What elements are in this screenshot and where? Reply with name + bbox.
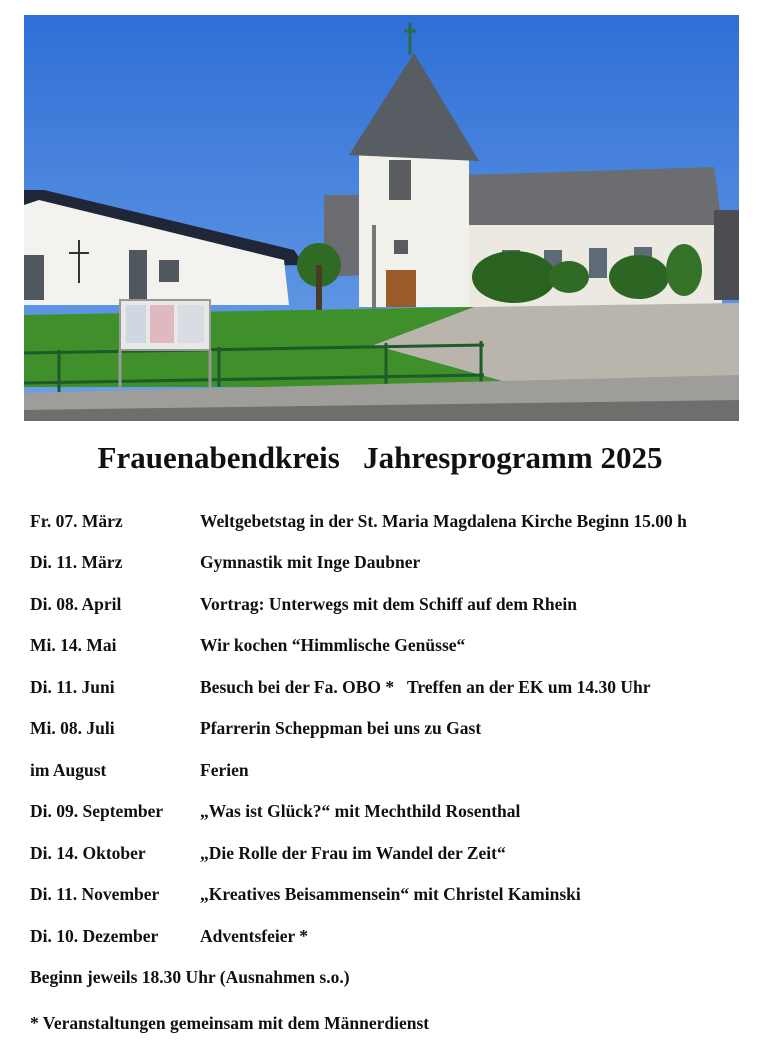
footnote: * Veranstaltungen gemeinsam mit dem Männerdienst xyxy=(30,1013,430,1033)
event-date: Fr. 07. März xyxy=(30,511,123,531)
event-date: Di. 11. März xyxy=(30,552,123,572)
page-title: Frauenabendkreis Jahresprogramm 2025 xyxy=(97,440,663,475)
event-date: Di. 09. September xyxy=(30,801,164,821)
event-description: „Die Rolle der Frau im Wandel der Zeit“ xyxy=(200,843,506,863)
event-description: „Kreatives Beisammensein“ mit Christel Kaminski xyxy=(200,884,581,904)
event-description: Gymnastik mit Inge Daubner xyxy=(200,552,421,572)
event-date: Di. 11. November xyxy=(30,884,160,904)
event-date: Di. 14. Oktober xyxy=(30,843,146,863)
event-date: Mi. 14. Mai xyxy=(30,635,117,655)
event-date: Di. 08. April xyxy=(30,594,122,614)
event-description: Adventsfeier * xyxy=(200,926,309,946)
event-date: Mi. 08. Juli xyxy=(30,718,115,738)
start-time-note: Beginn jeweils 18.30 Uhr (Ausnahmen s.o.) xyxy=(30,967,350,987)
event-description: „Was ist Glück?“ mit Mechthild Rosenthal xyxy=(200,801,521,821)
event-description: Besuch bei der Fa. OBO * Treffen an der EK um 14.30 Uhr xyxy=(200,677,651,697)
event-date: im August xyxy=(30,760,107,780)
event-date: Di. 11. Juni xyxy=(30,677,115,697)
event-description: Weltgebetstag in der St. Maria Magdalena Kirche Beginn 15.00 h xyxy=(200,511,687,531)
event-description: Pfarrerin Scheppman bei uns zu Gast xyxy=(200,718,482,738)
event-description: Wir kochen “Himmlische Genüsse“ xyxy=(200,635,466,655)
event-description: Vortrag: Unterwegs mit dem Schiff auf dem Rhein xyxy=(200,594,578,614)
church-photo xyxy=(24,15,739,421)
event-description: Ferien xyxy=(200,760,249,780)
event-date: Di. 10. Dezember xyxy=(30,926,159,946)
